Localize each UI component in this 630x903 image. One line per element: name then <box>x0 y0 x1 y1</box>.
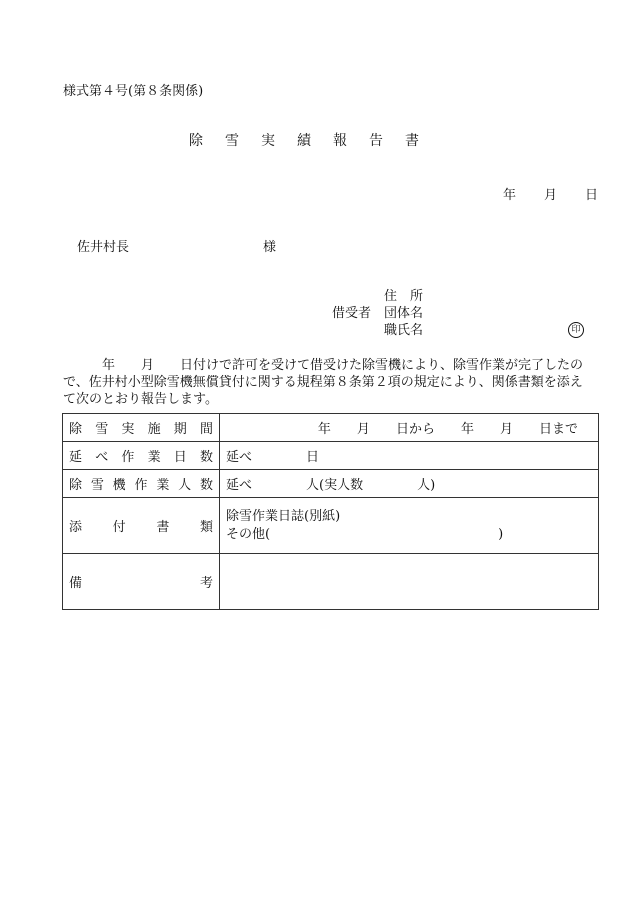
workers-value-cell <box>220 470 599 498</box>
recipient-name: 佐井村長 <box>77 240 130 255</box>
label-char: 機 <box>112 478 126 493</box>
workers-label <box>69 474 213 493</box>
borrower-role: 借受者 <box>332 306 372 321</box>
attachment-other-open: その他( <box>226 526 271 542</box>
attachments-value-cell <box>220 498 599 554</box>
seal-icon: 印 <box>568 322 584 338</box>
label-char: 間 <box>199 422 213 437</box>
body-line: て次のとおり報告します。 <box>63 392 218 407</box>
label-char: 除 <box>69 478 83 493</box>
remarks-value-cell <box>220 554 599 610</box>
days-label <box>69 446 213 465</box>
label-char: 作 <box>134 478 148 493</box>
date-month: 月 <box>543 188 557 203</box>
label-char: 書 <box>156 520 170 535</box>
label-char: 添 <box>69 520 83 535</box>
period-label-cell <box>63 414 220 442</box>
label-char: 雪 <box>95 422 109 437</box>
date-year: 年 <box>502 188 516 203</box>
label-char: 日 <box>173 450 187 465</box>
table-row <box>63 470 599 498</box>
address-label: 住 所 <box>384 289 424 304</box>
body-text <box>63 357 603 408</box>
remarks-label-cell <box>63 554 220 610</box>
person-name-label: 職氏名 <box>384 323 424 338</box>
period-from: 日から <box>395 422 435 437</box>
table-row <box>63 442 599 470</box>
attachment-item <box>226 526 592 544</box>
table-row <box>63 414 599 442</box>
borrower-block <box>332 288 436 339</box>
label-char: 作 <box>121 450 135 465</box>
period-to: 日まで <box>538 422 578 437</box>
label-char: 付 <box>112 520 126 535</box>
body-line: 年 月 日付けで許可を受けて借受けた除雪機により、除雪作業が完了したの <box>63 358 584 373</box>
days-unit: 日 <box>306 450 320 465</box>
label-char: 考 <box>199 576 213 591</box>
period-label <box>69 418 213 437</box>
period-year1: 年 <box>317 422 331 437</box>
period-value-cell <box>220 414 599 442</box>
table-row <box>63 554 599 610</box>
report-table <box>62 413 599 610</box>
label-char: 人 <box>178 478 192 493</box>
label-char: 備 <box>69 576 83 591</box>
table-row <box>63 498 599 554</box>
label-char: 施 <box>147 422 161 437</box>
attachment-item: 除雪作業日誌(別紙) <box>226 508 341 524</box>
label-char: 業 <box>147 450 161 465</box>
period-month1: 月 <box>356 422 370 437</box>
label-char: 雪 <box>90 478 104 493</box>
date-line <box>503 184 598 203</box>
label-char: 類 <box>199 520 213 535</box>
body-line: で、佐井村小型除雪機無償貸付に関する規程第８条第２項の規定により、関係書類を添え <box>63 375 583 390</box>
date-day: 日 <box>584 188 598 203</box>
label-char: 実 <box>121 422 135 437</box>
workers-unit: 人(実人数 <box>306 478 364 493</box>
document-title: 除雪実績報告書 <box>189 133 441 149</box>
workers-prefix: 延べ <box>226 478 253 493</box>
label-char: 数 <box>199 478 213 493</box>
recipient <box>77 236 276 255</box>
workers-label-cell <box>63 470 220 498</box>
days-label-cell <box>63 442 220 470</box>
group-name-label: 団体名 <box>384 306 424 321</box>
period-year2: 年 <box>460 422 474 437</box>
days-prefix: 延べ <box>226 450 253 465</box>
days-value-cell <box>220 442 599 470</box>
label-char: 延 <box>69 450 83 465</box>
label-char: べ <box>95 450 109 465</box>
workers-unit2: 人) <box>417 478 436 493</box>
label-char: 業 <box>156 478 170 493</box>
attachment-other-close: ) <box>498 526 504 542</box>
label-char: 期 <box>173 422 187 437</box>
remarks-label <box>69 572 213 591</box>
label-char: 数 <box>199 450 213 465</box>
attachments-label <box>69 516 213 535</box>
form-number: 様式第４号(第８条関係) <box>63 84 204 99</box>
period-month2: 月 <box>499 422 513 437</box>
label-char: 除 <box>69 422 83 437</box>
attachments-label-cell <box>63 498 220 554</box>
recipient-honorific: 様 <box>263 240 277 255</box>
